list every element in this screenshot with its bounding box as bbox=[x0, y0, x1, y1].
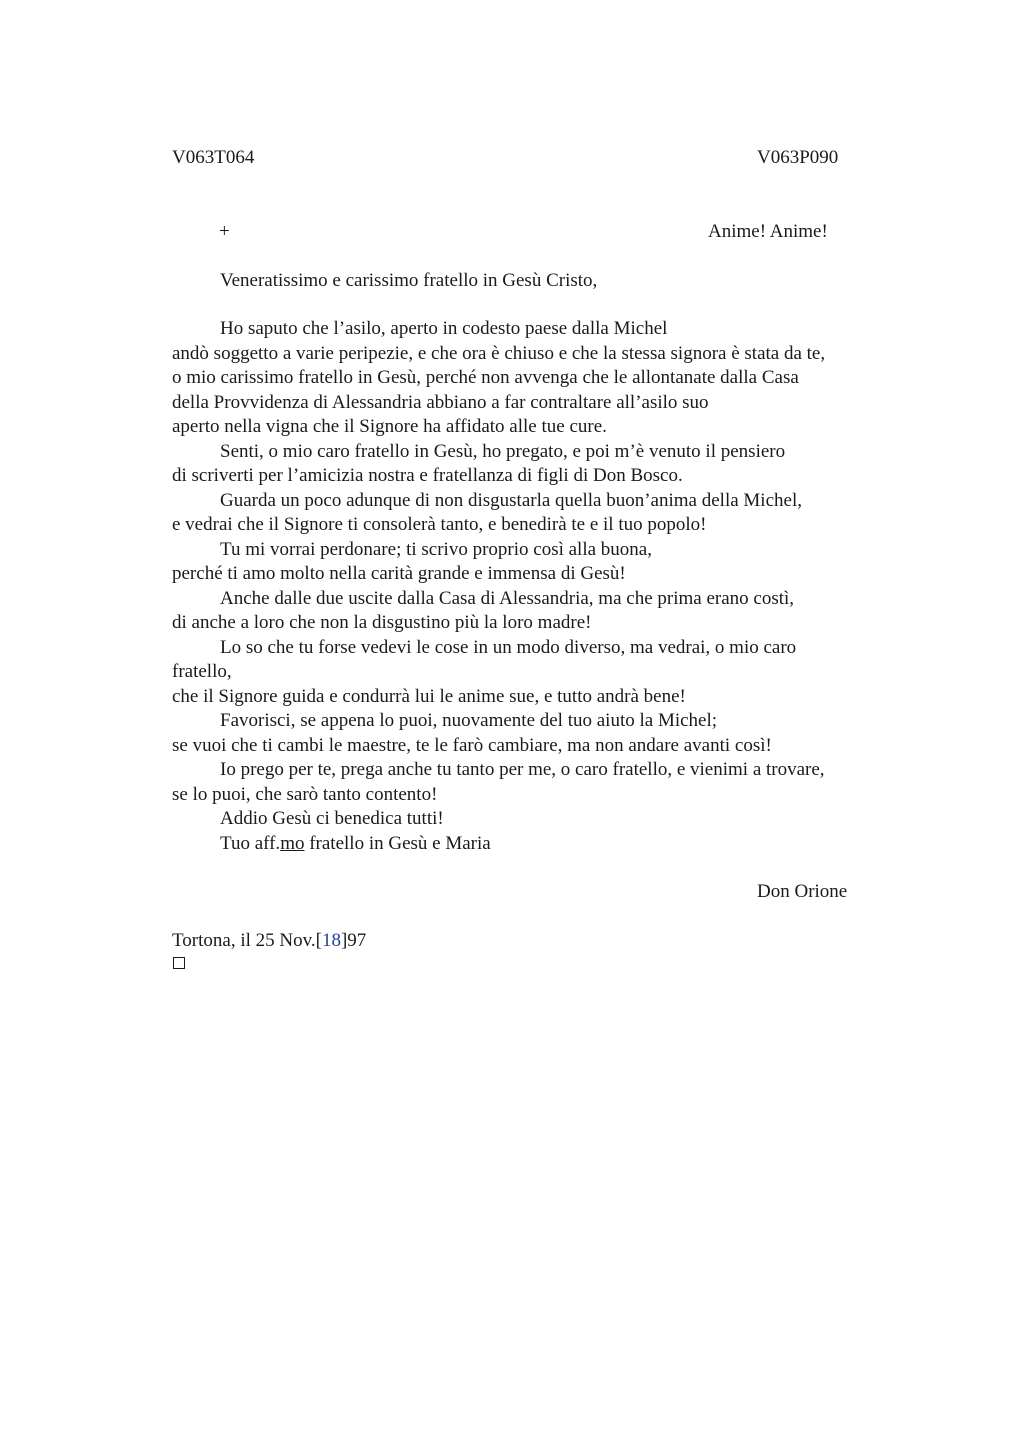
cross-mark: + bbox=[219, 221, 230, 242]
motto: Anime! Anime! bbox=[708, 221, 828, 242]
letter-line: Tu mi vorrai perdonare; ti scrivo proprio così alla buona, bbox=[220, 538, 652, 560]
closing-prefix: Tuo aff. bbox=[220, 832, 281, 854]
closing-line bbox=[172, 832, 892, 857]
letter-line: Senti, o mio caro fratello in Gesù, ho pregato, e poi m’è venuto il pensiero bbox=[220, 440, 786, 462]
letter-line: o mio carissimo fratello in Gesù, perché non avvenga che le allontanate dalla Casa bbox=[172, 367, 799, 388]
archive-code-left: V063T064 bbox=[172, 147, 255, 168]
letter-line: Io prego per te, prega anche tu tanto per me, o caro fratello, e vienimi a trovare, bbox=[220, 759, 825, 780]
signature: Don Orione bbox=[757, 881, 848, 902]
date-editorial-ref: 18 bbox=[321, 930, 341, 951]
letter-line: Favorisci, se appena lo puoi, nuovamente del tuo aiuto la Michel; bbox=[220, 710, 718, 731]
closing-suffix: fratello in Gesù e Maria bbox=[304, 832, 491, 854]
letter-line: che il Signore guida e condurrà lui le anime sue, e tutto andrà bene! bbox=[172, 685, 686, 707]
date-prefix: Tortona, il 25 Nov.[ bbox=[172, 930, 322, 951]
letter-body bbox=[172, 317, 892, 856]
letter-line: Lo so che tu forse vedevi le cose in un modo diverso, ma vedrai, o mio caro bbox=[220, 636, 797, 658]
letter-line: e vedrai che il Signore ti consolerà tanto, e benedirà te e il tuo popolo! bbox=[172, 514, 707, 535]
letter-line: Anche dalle due uscite dalla Casa di Alessandria, ma che prima erano costì, bbox=[220, 587, 795, 609]
date-suffix: ]97 bbox=[340, 930, 367, 951]
closing-abbrev: mo bbox=[280, 832, 305, 854]
letter-line: perché ti amo molto nella carità grande e immensa di Gesù! bbox=[172, 563, 626, 584]
salutation: Veneratissimo e carissimo fratello in Gesù Cristo, bbox=[220, 270, 598, 291]
letter-line: di anche a loro che non la disgustino più la loro madre! bbox=[172, 612, 592, 633]
letter-line: aperto nella vigna che il Signore ha affidato alle tue cure. bbox=[172, 416, 607, 437]
letter-line: di scriverti per l’amicizia nostra e fratellanza di figli di Don Bosco. bbox=[172, 465, 683, 486]
letter-line: fratello, bbox=[172, 661, 232, 682]
date-line bbox=[172, 929, 366, 953]
letter-line: della Provvidenza di Alessandria abbiano a far contraltare all’asilo suo bbox=[172, 391, 709, 413]
letter-line: se lo puoi, che sarò tanto contento! bbox=[172, 783, 438, 805]
letter-line: Guarda un poco adunque di non disgustarla quella buon’anima della Michel, bbox=[220, 489, 802, 511]
end-box-icon bbox=[173, 957, 185, 969]
letter-line: Addio Gesù ci benedica tutti! bbox=[220, 808, 444, 829]
letter-line: andò soggetto a varie peripezie, e che ora è chiuso e che la stessa signora è stata da te, bbox=[172, 342, 826, 364]
letter-line: se vuoi che ti cambi le maestre, te le farò cambiare, ma non andare avanti così! bbox=[172, 734, 772, 756]
letter-line: Ho saputo che l’asilo, aperto in codesto paese dalla Michel bbox=[220, 318, 668, 339]
archive-code-right: V063P090 bbox=[757, 147, 839, 168]
